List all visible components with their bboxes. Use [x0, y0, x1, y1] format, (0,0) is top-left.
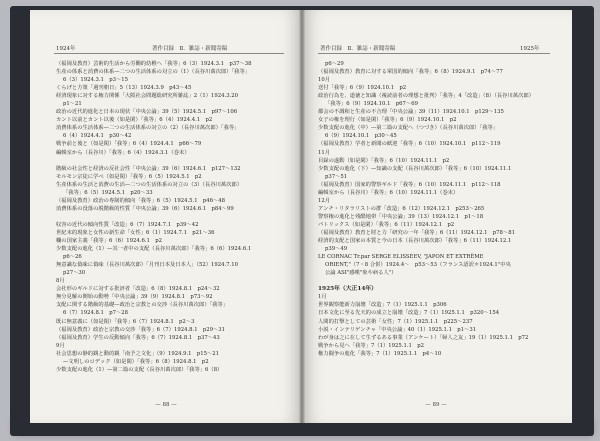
left-page-entries: [56, 60, 288, 374]
left-page-year-header: 1924年: [56, 46, 76, 52]
bibliography-entry-line: 世紀末的現象と女性の新生命「女性」6（1）1924.7.1 p21～36: [56, 229, 215, 236]
bibliography-entry-line: —文明しのロデック（如是閑）「我等」6（8）1924.8.1 p2: [63, 358, 209, 365]
bibliography-entry-line: p27～30: [63, 270, 86, 277]
bibliography-entry-line: 権力闘争の進化「我等」7（1）1925.1.1 p4～10: [318, 350, 442, 357]
bibliography-entry-line: p6～26: [63, 254, 82, 261]
bibliography-entry-line: 社会思想の静的観と動的観「南予之文化」（9）1924.9.1 p15～21: [56, 350, 220, 357]
bibliography-entry-line: 会社形のギルドに対する批評者「改造」6（8）1924.8.1 p24～32: [56, 286, 220, 293]
bibliography-entry-line: 少数支配の進化（下）—知識の支配（長谷川萬次郎）「我等」6（10）1924.11.1: [318, 165, 512, 172]
bibliography-entry-line: 6（7）1924.8.1 p7～28: [63, 310, 129, 317]
bibliography-entry-line: 編輯室から（長谷川）「我等」6（4）1924.3.1（巻末）: [56, 149, 190, 156]
bibliography-entry-line: 女子の権を理行（如是閑）「我等」6（9）1924.10.1 p2: [318, 117, 457, 124]
bibliography-entry-line: 8月: [56, 278, 65, 285]
left-page-number: — 88 —: [155, 402, 177, 408]
right-page: [302, 10, 572, 423]
bibliography-entry-line: カント以前とカント以後（如是閑）「我等」6（4）1924.4.1 p2: [56, 117, 213, 124]
bibliography-entry-line: 警察権の進化と残酷地帯「中央公論」39（13）1924.12.1 p1～18: [318, 213, 484, 220]
left-header-rule: [54, 53, 284, 54]
bibliography-entry-line: 戦争前と後と（如是閑）「我等」6（4）1924.4.1 p66～79: [56, 141, 202, 148]
right-page-entries: [318, 60, 554, 358]
bibliography-entry-line: 日本文化に至る先天的の成立と崩壊「改造」7（1）1925.1.1 p320～154: [318, 310, 500, 317]
bibliography-entry-line: 目録の遂動（如是閑）「我等」6（10）1924.11.1 p2: [318, 157, 450, 164]
bibliography-entry-line: 経済現象に対する権力関係「大阪社会問題総研究所雑誌」2（1）1924.3.20: [56, 93, 239, 100]
bibliography-entry-line: 6（3）1924.3.1 p3～15: [63, 77, 129, 84]
bibliography-entry-line: くらげと方策「週刊朝日」5（13）1924.3.9 p43～45: [56, 85, 192, 92]
bibliography-entry-line: （福岡及教育）教育に対する軍国的傾向「我等」6（8）1924.9.1 p74～77: [318, 69, 503, 76]
bibliography-entry-line: （福岡及教育）政治と宗教の交渉「我等」6（7）1924.8.1 p29～31: [56, 326, 226, 333]
bibliography-entry-line: （福岡及教育）教育と財と力「研究の一年「我等」6（11）1924.12.1 p78～81: [318, 229, 515, 236]
bibliography-entry-line: p1～21: [63, 101, 82, 108]
bibliography-entry-line: 政治の近代的進化と日本の現状「中央公論」39（5）1924.5.1 p97～106: [56, 109, 238, 116]
year-heading: 1925年（大正14年）: [318, 286, 377, 293]
bibliography-entry-line: 経済的支配と国家の本質と今の日本（長谷川萬次郎）「我等」6（11）1924.12.1: [318, 238, 512, 245]
right-page-number: — 89 —: [425, 402, 447, 408]
bibliography-entry-line: 生産の体系と消費の体系—二つの生活体系の対立の（1）（長谷川萬次郎）「我等」: [56, 69, 251, 76]
bibliography-entry-line: 「我等」6（9）1924.10.1 p67～69: [325, 101, 418, 108]
bibliography-entry-line: （福岡及教育）学生の反動傾向「我等」6（7）1924.8.1 p37～43: [56, 334, 220, 341]
bibliography-entry-line: （福岡及教育）国家的警察ギルド「我等」6（10）1924.11.1 p112～118: [318, 181, 501, 188]
bibliography-entry-line: 小説・インテリゲンチャ「中央公論」40（1）1925.1.1 p1～31: [318, 326, 477, 333]
right-page-section-header: 著作目録 Ⅱ．雑誌・新聞寄稿: [320, 46, 396, 52]
bibliography-entry-line: p37～51: [325, 173, 348, 180]
left-page: [30, 10, 302, 423]
bibliography-entry-line: [56, 157, 288, 165]
bibliography-entry-line: 9月: [56, 342, 65, 349]
bibliography-entry-line: 編輯室から（長谷川）「我等」6（10）1924.11.1（巻末）: [318, 189, 459, 196]
bibliography-entry-line: 既に無意義に（如是閑）「我等」6（7）1924.8.1 p2～3: [56, 318, 195, 325]
left-page-section-header: 著作目録 Ⅱ．雑誌・新聞寄稿: [152, 46, 228, 52]
bibliography-entry-line: モルモン宗徒に学べ（如是閑）「我等」6（5）1924.5.1 p2: [56, 173, 202, 180]
right-page-year-header: 1925年: [520, 46, 540, 52]
bibliography-entry-line: 公論 ASI"感嘆"象や病る人"）: [325, 270, 397, 277]
bibliography-entry-line: 少数支配の進化（中）—第二篇の支配へ（つづき）（長谷川萬次郎）「我等」: [318, 125, 499, 132]
bibliography-entry-line: 送付「我等」6（9）1924.10.1 p2: [318, 85, 407, 92]
bibliography-entry-line: パトリックス（如是閑）「我等」6（11）1924.12.1 p2: [318, 221, 455, 228]
bibliography-entry-line: 支配に関する階級的基礎—政治と宗教との交渉（長谷川萬次郎）「我等」: [56, 302, 229, 309]
right-header-rule: [318, 53, 550, 54]
bibliography-entry-line: 6（9）1924.10.1 p30～45: [325, 133, 397, 140]
bibliography-entry-line: 人間的打撃としての芸術「女性」7（1）1925.1.1 p225～237: [318, 318, 473, 325]
bibliography-entry-line: （福岡及教育）政治の専制的傾向「我等」6（5）1924.5.1 p46～48: [56, 197, 226, 204]
bibliography-entry-line: 12月: [318, 197, 331, 204]
bibliography-entry-line: p6～29: [325, 61, 344, 67]
bibliography-entry-line: LE CORNAC Tr.par SERGE ELISSÉEV, "JAPON ET EXTRÊME: [318, 254, 484, 261]
bibliography-entry-line: 11月: [318, 149, 331, 156]
bibliography-entry-line: 6（4）1924.4.1 p30～42: [63, 133, 132, 140]
bibliography-entry-line: [318, 277, 554, 285]
bibliography-entry-line: 消費体系の生活体系—二つの生活体系の対立の（2）（長谷川萬次郎）「我等」: [56, 125, 240, 132]
bibliography-entry-line: 少数支配の進化（1）—第二篇の支配（長谷川萬次郎）「我等」6（8）: [56, 366, 223, 373]
bibliography-entry-line: （福岡及教育）芸術的生活から労働的幼稚へ「我等」6（3）1924.3.1 p37～38: [56, 61, 252, 67]
bibliography-entry-line: 生産体系の生活と消費の生活—二つの生活体系の対立の（3）（長谷川萬次郎）: [56, 181, 243, 188]
bibliography-entry-line: 無分見解の開始の動勢「中央公論」39（9）1924.8.1 p73～92: [56, 294, 213, 301]
bibliography-entry-line: 無意識な偽味に偽味（長谷川萬次郎）「月刊日本及日本人」（52）1924.7.10: [56, 262, 239, 269]
book-gutter: [299, 10, 305, 423]
bibliography-entry-line: アンチ・リタラリストの群「改造」6（12）1924.12.1 p253～265: [318, 205, 485, 212]
bibliography-entry-line: 消費体系の没落の脱階級的性質「中央公論」39（6）1924.6.1 p84～99: [56, 205, 234, 212]
bibliography-entry-line: （福岡及教育）学者と新聞の歓迎「我等」6（10）1924.10.1 p112～119: [318, 141, 501, 148]
bibliography-entry-line: 10月: [318, 77, 331, 84]
bibliography-entry-line: 欄の国家主義「我等」6（6）1924.6.1 p2: [56, 238, 162, 245]
bibliography-entry-line: 少数支配の進化（1）—其一者中の支配（長谷川萬次郎）「我等」6（6）1924.6.1: [56, 246, 252, 253]
bibliography-entry-line: わが身は之に在して生ずるある事業（アンケート）「婦人之友」19（1）1925.1.1 p72: [318, 334, 529, 341]
bibliography-entry-line: 戦争から見へ「我等」7（1）1925.1.1 p2: [318, 342, 424, 349]
bibliography-entry-line: 「我等」6（5）1924.5.1 p20～33: [63, 189, 153, 196]
bibliography-entry-line: 政治行為を、道徳と知識（複読前者の理想と批判）「我等」4「改造」（8）（長谷川萬次郎）: [318, 93, 534, 100]
bibliography-entry-line: 1月: [318, 294, 327, 301]
bibliography-entry-line: 都会の不調和と生産の不合理「中央公論」39（11）1924.10.1 p129～135: [318, 109, 504, 116]
bibliography-entry-line: 収容の近代の傾向性質「改造」6（7）1924.7.1 p39～42: [56, 221, 199, 228]
bibliography-entry-line: ORIENT,"（7・8 合併）1924.4～ p53～53（フランス語訳＊1924.1"中央: [325, 262, 511, 269]
bibliography-entry-line: [56, 213, 288, 221]
bibliography-entry-line: 世界観察能新力崩壊「改造」7（1）1925.1.1 p306: [318, 302, 447, 309]
bibliography-entry-line: 階級の社会性と経済の反社会性「中央公論」39（6）1924.6.1 p127～132: [56, 165, 241, 172]
bibliography-entry-line: p39～49: [325, 246, 348, 253]
